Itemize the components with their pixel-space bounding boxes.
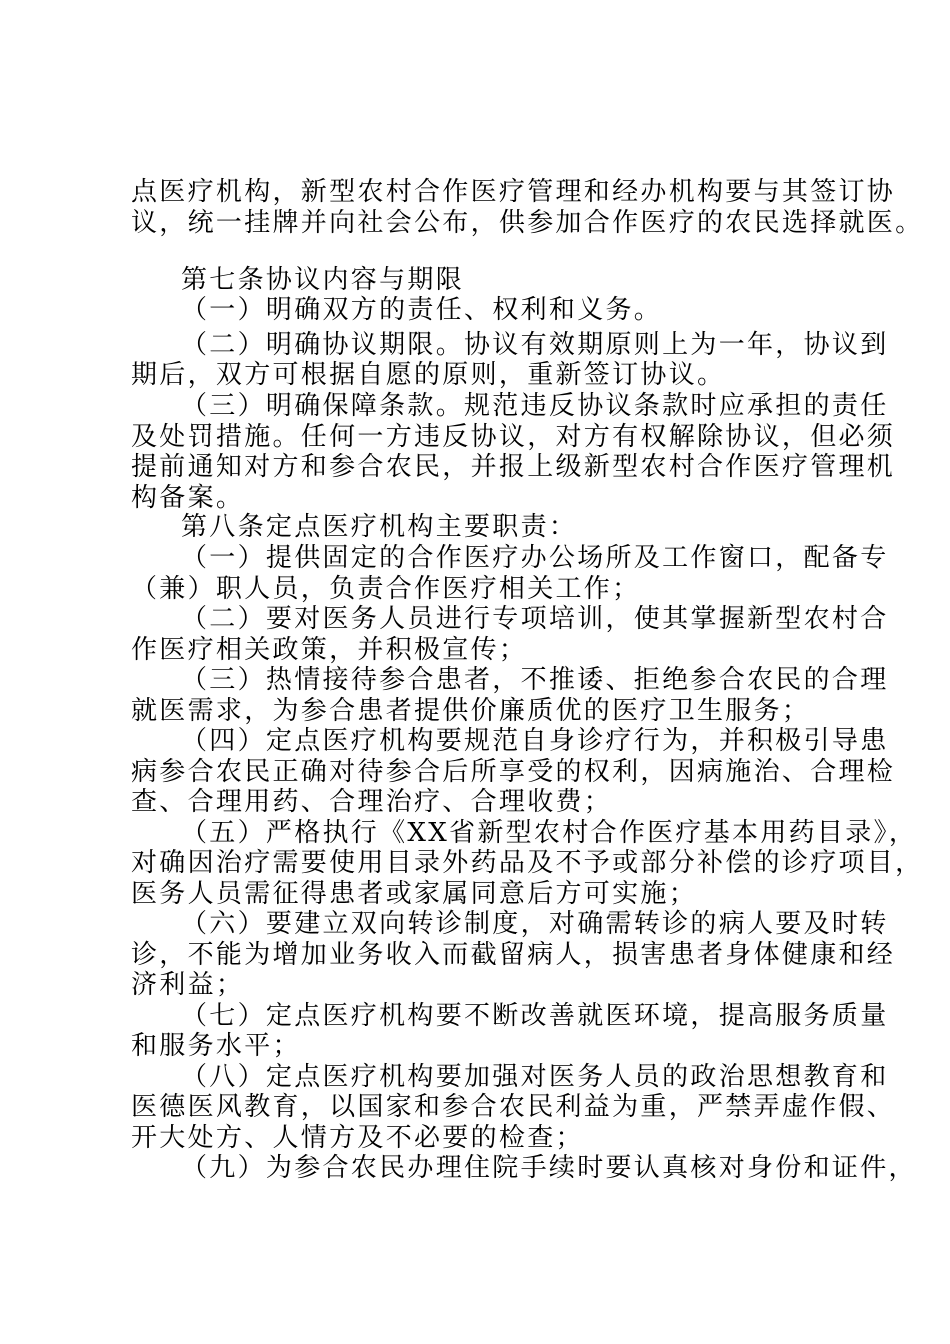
text-line: 作医疗相关政策，并积极宣传； bbox=[131, 635, 528, 665]
text-line: 查、合理用药、合理治疗、合理收费； bbox=[131, 787, 613, 817]
text-line: 诊，不能为增加业务收入而截留病人，损害患者身体健康和经 bbox=[131, 940, 896, 970]
text-line: （六）要建立双向转诊制度，对确需转诊的病人要及时转 bbox=[181, 909, 889, 939]
text-line: 点医疗机构，新型农村合作医疗管理和经办机构要与其签订协 bbox=[131, 177, 896, 207]
text-line: 议，统一挂牌并向社会公布，供参加合作医疗的农民选择就医。 bbox=[131, 208, 924, 238]
text-line: 提前通知对方和参合农民，并报上级新型农村合作医疗管理机 bbox=[131, 452, 896, 482]
text-line: （四）定点医疗机构要规范自身诊疗行为，并积极引导患 bbox=[181, 726, 889, 756]
text-line: 就医需求，为参合患者提供价廉质优的医疗卫生服务； bbox=[131, 696, 811, 726]
text-line: 开大处方、人情方及不必要的检查； bbox=[131, 1123, 584, 1153]
text-line: （五）严格执行《XX省新型农村合作医疗基本用药目录》， bbox=[181, 818, 918, 848]
text-line: 及处罚措施。任何一方违反协议，对方有权解除协议，但必须 bbox=[131, 422, 896, 452]
text-line: 济利益； bbox=[131, 970, 245, 1000]
text-line: 构备案。 bbox=[131, 483, 245, 513]
text-line: （二）明确协议期限。协议有效期原则上为一年，协议到 bbox=[181, 330, 889, 360]
text-line: （一）明确双方的责任、权利和义务。 bbox=[181, 295, 663, 325]
text-line: （兼）职人员，负责合作医疗相关工作； bbox=[131, 574, 641, 604]
text-line: 对确因治疗需要使用目录外药品及不予或部分补偿的诊疗项目， bbox=[131, 848, 924, 878]
text-line: （三）热情接待参合患者，不推诿、拒绝参合农民的合理 bbox=[181, 665, 889, 695]
text-line: 医务人员需征得患者或家属同意后方可实施； bbox=[131, 879, 698, 909]
section-heading: 第七条协议内容与期限 bbox=[181, 265, 465, 295]
text-line: （二）要对医务人员进行专项培训，使其掌握新型农村合 bbox=[181, 604, 889, 634]
text-line: （八）定点医疗机构要加强对医务人员的政治思想教育和 bbox=[181, 1062, 889, 1092]
text-line: （七）定点医疗机构要不断改善就医环境，提高服务质量 bbox=[181, 1001, 889, 1031]
text-line: 病参合农民正确对待参合后所享受的权利，因病施治、合理检 bbox=[131, 757, 896, 787]
text-line: （九）为参合农民办理住院手续时要认真核对身份和证件， bbox=[181, 1153, 917, 1183]
text-line: 医德医风教育，以国家和参合农民利益为重，严禁弄虚作假、 bbox=[131, 1092, 896, 1122]
text-line: （三）明确保障条款。规范违反协议条款时应承担的责任 bbox=[181, 391, 889, 421]
text-line: （一）提供固定的合作医疗办公场所及工作窗口，配备专 bbox=[181, 543, 889, 573]
text-line: 和服务水平； bbox=[131, 1031, 301, 1061]
section-heading: 第八条定点医疗机构主要职责： bbox=[181, 512, 578, 542]
text-line: 期后，双方可根据自愿的原则，重新签订协议。 bbox=[131, 360, 726, 390]
